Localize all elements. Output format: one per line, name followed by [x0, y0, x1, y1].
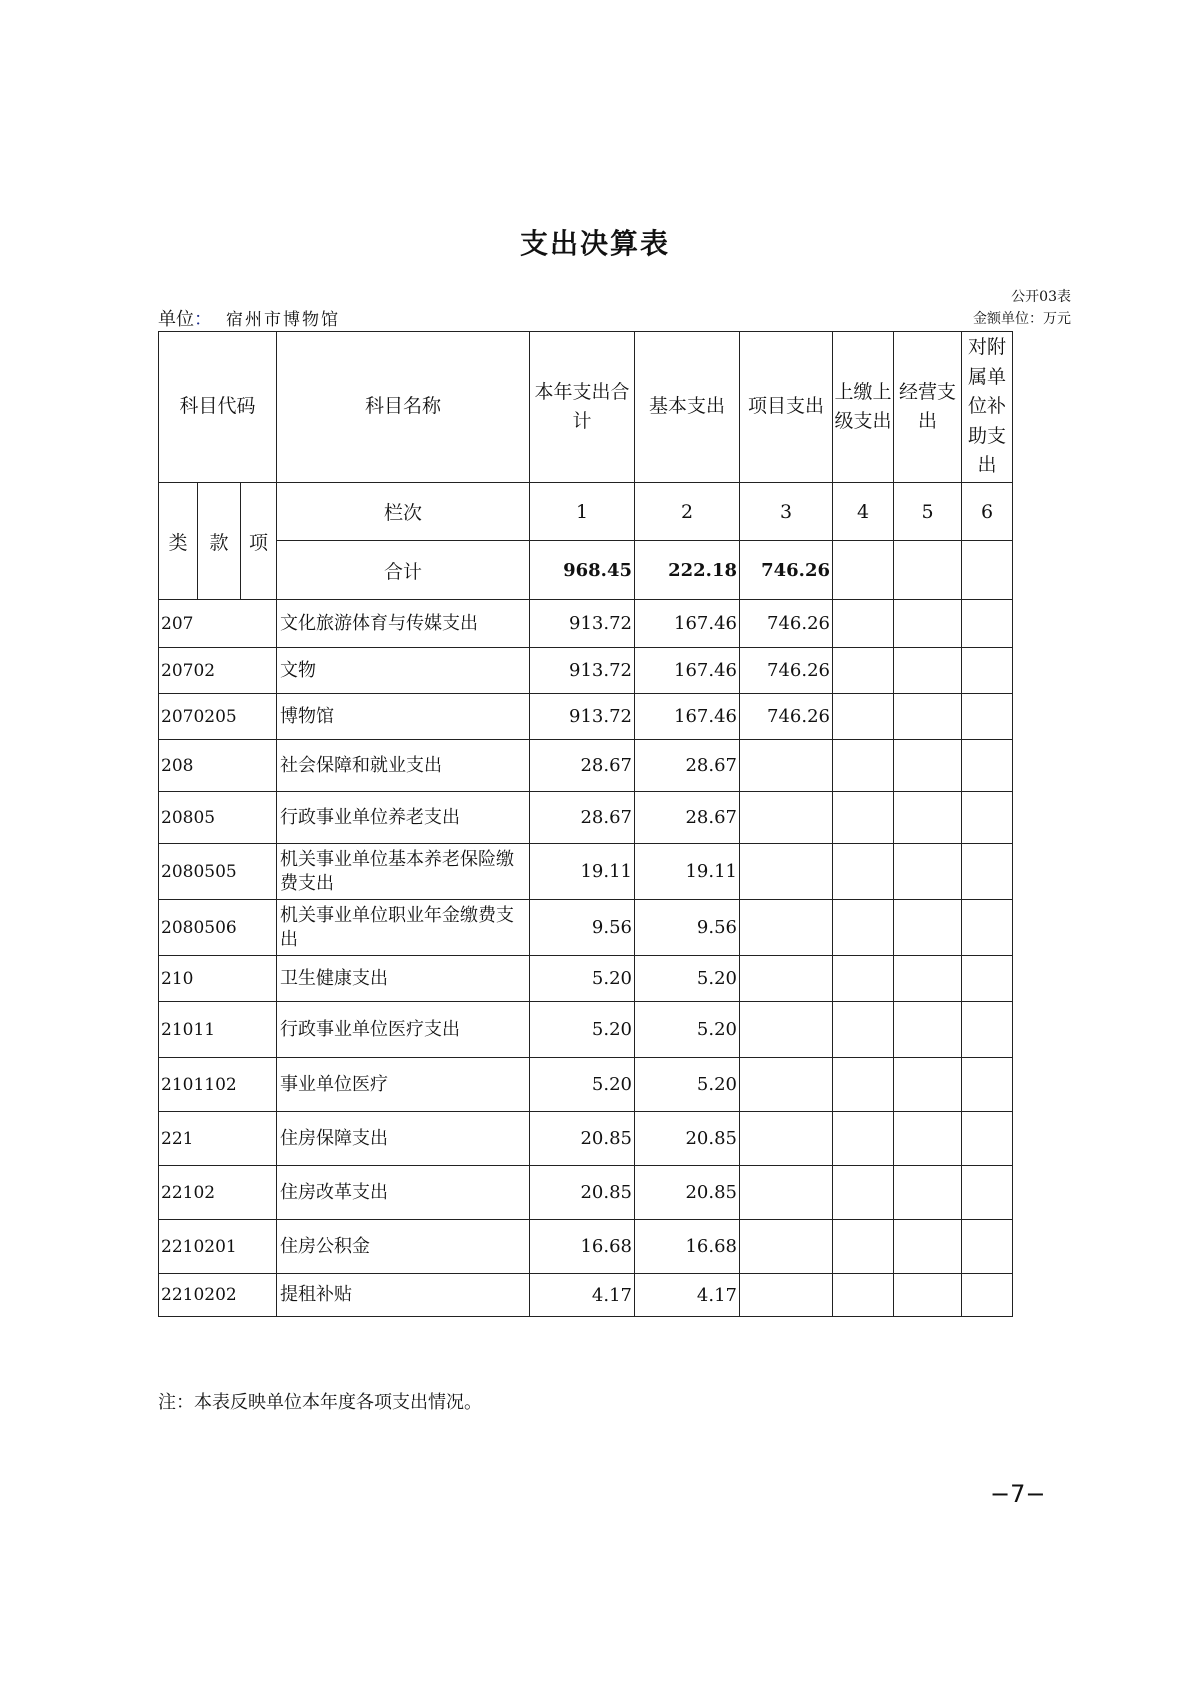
row-c1: 5.20 — [530, 1058, 635, 1112]
row-c5 — [894, 1112, 962, 1166]
row-c6 — [962, 1220, 1013, 1274]
header-code: 科目代码 — [159, 332, 277, 483]
row-c6 — [962, 1058, 1013, 1112]
row-c2: 5.20 — [635, 1058, 740, 1112]
row-c6 — [962, 740, 1013, 792]
row-c2: 167.46 — [635, 648, 740, 694]
row-c4 — [833, 1166, 894, 1220]
row-c2: 5.20 — [635, 1002, 740, 1058]
row-c2: 20.85 — [635, 1166, 740, 1220]
row-c1: 19.11 — [530, 844, 635, 900]
row-c5 — [894, 844, 962, 900]
total-c5 — [894, 541, 962, 600]
row-c1: 9.56 — [530, 900, 635, 956]
table-row — [159, 1058, 1013, 1112]
page-title: 支出决算表 — [519, 227, 670, 260]
row-code: 2101102 — [159, 1058, 277, 1112]
row-c4 — [833, 900, 894, 956]
row-c3 — [740, 792, 833, 844]
row-c3 — [740, 1220, 833, 1274]
row-c2: 4.17 — [635, 1274, 740, 1317]
form-number: 公开03表 — [1011, 289, 1071, 305]
total-c6 — [962, 541, 1013, 600]
header-lei: 类 — [159, 483, 198, 600]
row-c5 — [894, 600, 962, 648]
row-name: 住房保障支出 — [277, 1112, 530, 1166]
row-code: 2070205 — [159, 694, 277, 740]
row-code: 2080505 — [159, 844, 277, 900]
row-c6 — [962, 694, 1013, 740]
row-name: 住房公积金 — [277, 1220, 530, 1274]
row-code: 207 — [159, 600, 277, 648]
row-c6 — [962, 900, 1013, 956]
row-name: 机关事业单位基本养老保险缴费支出 — [277, 844, 530, 900]
row-code: 20702 — [159, 648, 277, 694]
row-c4 — [833, 1002, 894, 1058]
row-code: 208 — [159, 740, 277, 792]
page-number: −7− — [990, 1480, 1046, 1508]
row-c5 — [894, 900, 962, 956]
row-name: 文物 — [277, 648, 530, 694]
unit-label: 单位 — [158, 309, 194, 330]
table-row — [159, 900, 1013, 956]
row-name: 提租补贴 — [277, 1274, 530, 1317]
row-c5 — [894, 694, 962, 740]
header-remit-superior: 上缴上级支出 — [833, 332, 894, 483]
column-number-5: 5 — [894, 483, 962, 541]
row-c4 — [833, 1220, 894, 1274]
amount-unit: 金额单位：万元 — [973, 311, 1071, 327]
expenditure-table — [158, 331, 1013, 1317]
row-c2: 5.20 — [635, 956, 740, 1002]
row-c5 — [894, 1166, 962, 1220]
table-row — [159, 600, 1013, 648]
row-c3 — [740, 956, 833, 1002]
row-c5 — [894, 1220, 962, 1274]
row-c4 — [833, 1112, 894, 1166]
row-c4 — [833, 694, 894, 740]
row-c3 — [740, 1058, 833, 1112]
unit-value: 宿州市博物馆 — [226, 310, 340, 330]
header-operating-expenditure: 经营支出 — [894, 332, 962, 483]
total-c1: 968.45 — [530, 541, 635, 600]
header-basic-expenditure: 基本支出 — [635, 332, 740, 483]
total-row — [159, 541, 1013, 600]
row-name: 住房改革支出 — [277, 1166, 530, 1220]
row-c6 — [962, 1112, 1013, 1166]
row-c5 — [894, 648, 962, 694]
table-row — [159, 844, 1013, 900]
row-c2: 19.11 — [635, 844, 740, 900]
row-c5 — [894, 956, 962, 1002]
table-row — [159, 1166, 1013, 1220]
row-c1: 28.67 — [530, 740, 635, 792]
column-number-6: 6 — [962, 483, 1013, 541]
row-name: 机关事业单位职业年金缴费支出 — [277, 900, 530, 956]
column-number-4: 4 — [833, 483, 894, 541]
row-code: 221 — [159, 1112, 277, 1166]
row-c2: 28.67 — [635, 740, 740, 792]
row-c4 — [833, 1274, 894, 1317]
row-code: 21011 — [159, 1002, 277, 1058]
row-c1: 5.20 — [530, 1002, 635, 1058]
row-c1: 20.85 — [530, 1166, 635, 1220]
total-c3: 746.26 — [740, 541, 833, 600]
unit-line — [158, 305, 340, 331]
row-c4 — [833, 740, 894, 792]
unit-colon: ： — [194, 309, 212, 330]
row-c4 — [833, 648, 894, 694]
row-c2: 9.56 — [635, 900, 740, 956]
row-c2: 167.46 — [635, 694, 740, 740]
row-c6 — [962, 844, 1013, 900]
row-c1: 4.17 — [530, 1274, 635, 1317]
row-name: 行政事业单位养老支出 — [277, 792, 530, 844]
row-c3 — [740, 844, 833, 900]
total-c2: 222.18 — [635, 541, 740, 600]
row-code: 210 — [159, 956, 277, 1002]
row-c6 — [962, 1002, 1013, 1058]
header-subsidy-affiliates: 对附属单位补助支出 — [962, 332, 1013, 483]
table-row — [159, 792, 1013, 844]
row-c5 — [894, 792, 962, 844]
total-label: 合计 — [277, 541, 530, 600]
table-row — [159, 956, 1013, 1002]
row-c2: 16.68 — [635, 1220, 740, 1274]
row-code: 2080506 — [159, 900, 277, 956]
row-name: 卫生健康支出 — [277, 956, 530, 1002]
header-row — [159, 332, 1013, 483]
row-c1: 16.68 — [530, 1220, 635, 1274]
row-c4 — [833, 956, 894, 1002]
header-name: 科目名称 — [277, 332, 530, 483]
row-code: 20805 — [159, 792, 277, 844]
row-c1: 913.72 — [530, 648, 635, 694]
row-c6 — [962, 1166, 1013, 1220]
row-name: 社会保障和就业支出 — [277, 740, 530, 792]
row-c4 — [833, 600, 894, 648]
row-c5 — [894, 740, 962, 792]
row-name: 事业单位医疗 — [277, 1058, 530, 1112]
column-number-3: 3 — [740, 483, 833, 541]
header-project-expenditure: 项目支出 — [740, 332, 833, 483]
table-row — [159, 694, 1013, 740]
row-c4 — [833, 792, 894, 844]
header-lanci: 栏次 — [277, 483, 530, 541]
row-c1: 913.72 — [530, 600, 635, 648]
row-c2: 20.85 — [635, 1112, 740, 1166]
column-number-2: 2 — [635, 483, 740, 541]
header-xiang: 项 — [241, 483, 277, 600]
row-c4 — [833, 844, 894, 900]
table-row — [159, 740, 1013, 792]
row-c1: 5.20 — [530, 956, 635, 1002]
row-c5 — [894, 1058, 962, 1112]
table-row — [159, 1112, 1013, 1166]
row-c6 — [962, 792, 1013, 844]
row-c1: 20.85 — [530, 1112, 635, 1166]
row-code: 2210202 — [159, 1274, 277, 1317]
row-c3: 746.26 — [740, 694, 833, 740]
row-c2: 167.46 — [635, 600, 740, 648]
header-total-expenditure: 本年支出合计 — [530, 332, 635, 483]
row-c1: 28.67 — [530, 792, 635, 844]
row-code: 2210201 — [159, 1220, 277, 1274]
table-row — [159, 1220, 1013, 1274]
row-name: 行政事业单位医疗支出 — [277, 1002, 530, 1058]
table-row — [159, 1274, 1013, 1317]
column-number-row — [159, 483, 1013, 541]
row-c3: 746.26 — [740, 648, 833, 694]
header-kuan: 款 — [198, 483, 241, 600]
row-c3 — [740, 1002, 833, 1058]
row-c5 — [894, 1002, 962, 1058]
row-code: 22102 — [159, 1166, 277, 1220]
row-name: 博物馆 — [277, 694, 530, 740]
row-c3 — [740, 1112, 833, 1166]
table-row — [159, 648, 1013, 694]
row-c3: 746.26 — [740, 600, 833, 648]
row-c3 — [740, 740, 833, 792]
table-row — [159, 1002, 1013, 1058]
footnote: 注：本表反映单位本年度各项支出情况。 — [158, 1392, 482, 1413]
row-c5 — [894, 1274, 962, 1317]
row-c4 — [833, 1058, 894, 1112]
row-c3 — [740, 1274, 833, 1317]
row-c3 — [740, 1166, 833, 1220]
row-name: 文化旅游体育与传媒支出 — [277, 600, 530, 648]
row-c6 — [962, 956, 1013, 1002]
total-c4 — [833, 541, 894, 600]
row-c6 — [962, 648, 1013, 694]
column-number-1: 1 — [530, 483, 635, 541]
row-c6 — [962, 600, 1013, 648]
row-c6 — [962, 1274, 1013, 1317]
row-c1: 913.72 — [530, 694, 635, 740]
row-c3 — [740, 900, 833, 956]
row-c2: 28.67 — [635, 792, 740, 844]
